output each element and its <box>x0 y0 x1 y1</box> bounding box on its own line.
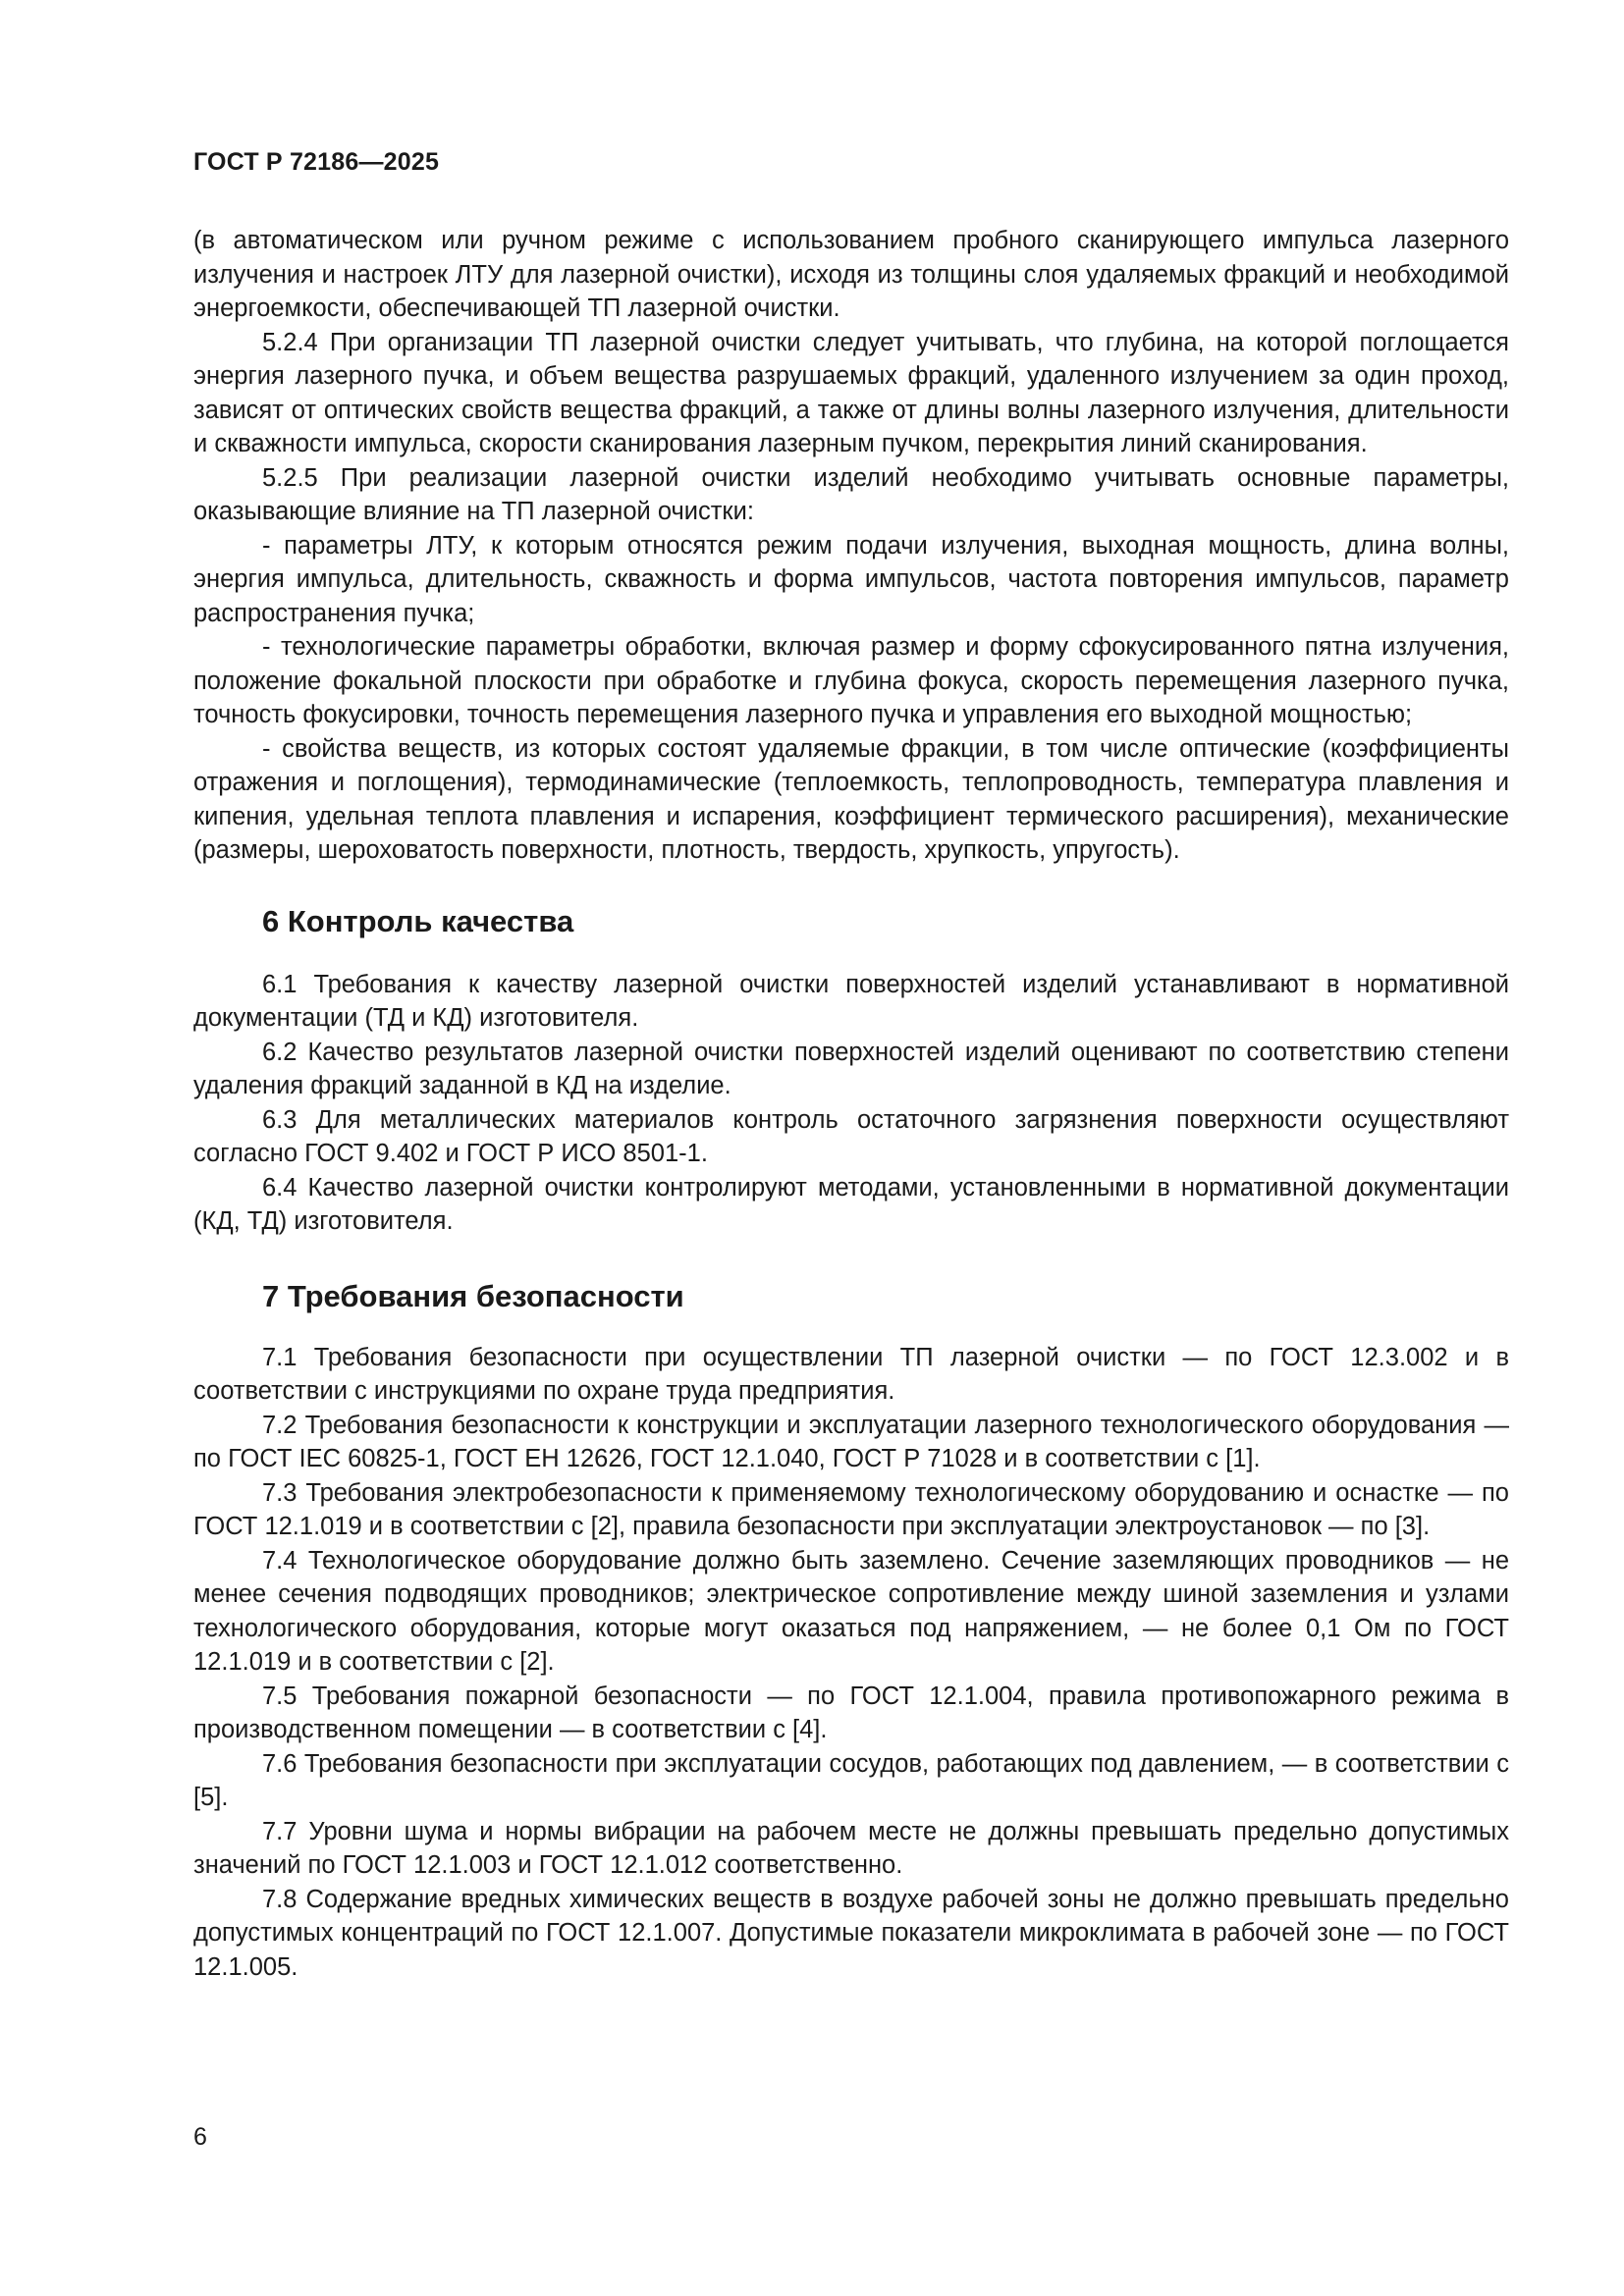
paragraph-6-4: 6.4 Качество лазерной очистки контролируют методами, установленными в нормативной документации (КД, ТД) изготовителя. <box>193 1173 1509 1235</box>
section-5-continuation <box>193 224 1509 868</box>
paragraph-6-3: 6.3 Для металлических материалов контроль остаточного загрязнения поверхности осуществляют согласно ГОСТ 9.402 и ГОСТ Р ИСО 8501-1. <box>193 1105 1509 1167</box>
section-7-title: 7 Требования безопасности <box>262 1278 684 1313</box>
list-item: - свойства веществ, из которых состоят удаляемые фракции, в том числе оптические (коэффициенты отражения и поглощения), термодинамические (теплоемкость, теплопроводность, температура плавления и кипения, удельная теплота плавления и испарения, коэффициент термического расширения), механические (размеры, шероховатость поверхности, плотность, твердость, хрупкость, упругость). <box>193 734 1509 864</box>
paragraph-7-3: 7.3 Требования электробезопасности к применяемому технологическому оборудованию и оснастке — по ГОСТ 12.1.019 и в соответствии с [2], правила безопасности при эксплуатации электроустановок — по [3]. <box>193 1478 1509 1540</box>
paragraph-6-2: 6.2 Качество результатов лазерной очистки поверхностей изделий оценивают по соответствию степени удаления фракций заданной в КД на изделие. <box>193 1038 1509 1099</box>
document-code-header: ГОСТ Р 72186—2025 <box>193 148 440 176</box>
paragraph-7-8: 7.8 Содержание вредных химических веществ в воздухе рабочей зоны не должно превышать предельно допустимых концентраций по ГОСТ 12.1.007. Допустимые показатели микроклимата в рабочей зоне — по ГОСТ 12.1.005. <box>193 1885 1509 1981</box>
paragraph-7-4: 7.4 Технологическое оборудование должно быть заземлено. Сечение заземляющих проводников — не менее сечения подводящих проводников; электрическое сопротивление между шиной заземления и узлами технологического оборудования, которые могут оказаться под напряжением, — не более 0,1 Ом по ГОСТ 12.1.019 и в соответствии с [2]. <box>193 1546 1509 1676</box>
paragraph-5-2-5: 5.2.5 При реализации лазерной очистки изделий необходимо учитывать основные параметры, оказывающие влияние на ТП лазерной очистки: <box>193 463 1509 525</box>
paragraph-5-2-4: 5.2.4 При организации ТП лазерной очистки следует учитывать, что глубина, на которой поглощается энергия лазерного пучка, и объем вещества разрушаемых фракций, удаленного излучением за один проход, зависят от оптических свойств вещества фракций, а также от длины волны лазерного излучения, длительности и скважности импульса, скорости сканирования лазерным пучком, перекрытия линий сканирования. <box>193 328 1509 457</box>
document-page <box>193 147 1509 2160</box>
section-7-body <box>193 1341 1509 1985</box>
paragraph-7-1: 7.1 Требования безопасности при осуществлении ТП лазерной очистки — по ГОСТ 12.3.002 и в соответствии с инструкциями по охране труда предприятия. <box>193 1343 1509 1405</box>
paragraph-6-1: 6.1 Требования к качеству лазерной очистки поверхностей изделий устанавливают в нормативной документации (ТД и КД) изготовителя. <box>193 970 1509 1032</box>
section-6-title: 6 Контроль качества <box>262 903 574 938</box>
page-number: 6 <box>193 2123 207 2151</box>
list-item: - технологические параметры обработки, включая размер и форму сфокусированного пятна излучения, положение фокальной плоскости при обработке и глубина фокуса, скорость перемещения лазерного пучка, точность фокусировки, точность перемещения лазерного пучка и управления его выходной мощностью; <box>193 633 1509 728</box>
paragraph-7-6: 7.6 Требования безопасности при эксплуатации сосудов, работающих под давлением, — в соответствии с [5]. <box>193 1749 1509 1811</box>
paragraph-continuation: (в автоматическом или ручном режиме с использованием пробного сканирующего импульса лазерного излучения и настроек ЛТУ для лазерной очистки), исходя из толщины слоя удаляемых фракций и необходимой энергоемкости, обеспечивающей ТП лазерной очистки. <box>193 227 1509 322</box>
list-item: - параметры ЛТУ, к которым относятся режим подачи излучения, выходная мощность, длина волны, энергия импульса, длительность, скважность и форма импульсов, частота повторения импульсов, параметр распространения пучка; <box>193 531 1509 627</box>
paragraph-7-7: 7.7 Уровни шума и нормы вибрации на рабочем месте не должны превышать предельно допустимых значений по ГОСТ 12.1.003 и ГОСТ 12.1.012 соответственно. <box>193 1817 1509 1879</box>
section-6-body <box>193 968 1509 1239</box>
paragraph-7-5: 7.5 Требования пожарной безопасности — по ГОСТ 12.1.004, правила противопожарного режима в производственном помещении — в соответствии с [4]. <box>193 1682 1509 1743</box>
paragraph-7-2: 7.2 Требования безопасности к конструкции и эксплуатации лазерного технологического оборудования — по ГОСТ IEC 60825-1, ГОСТ ЕН 12626, ГОСТ 12.1.040, ГОСТ Р 71028 и в соответствии с [1]. <box>193 1411 1509 1472</box>
